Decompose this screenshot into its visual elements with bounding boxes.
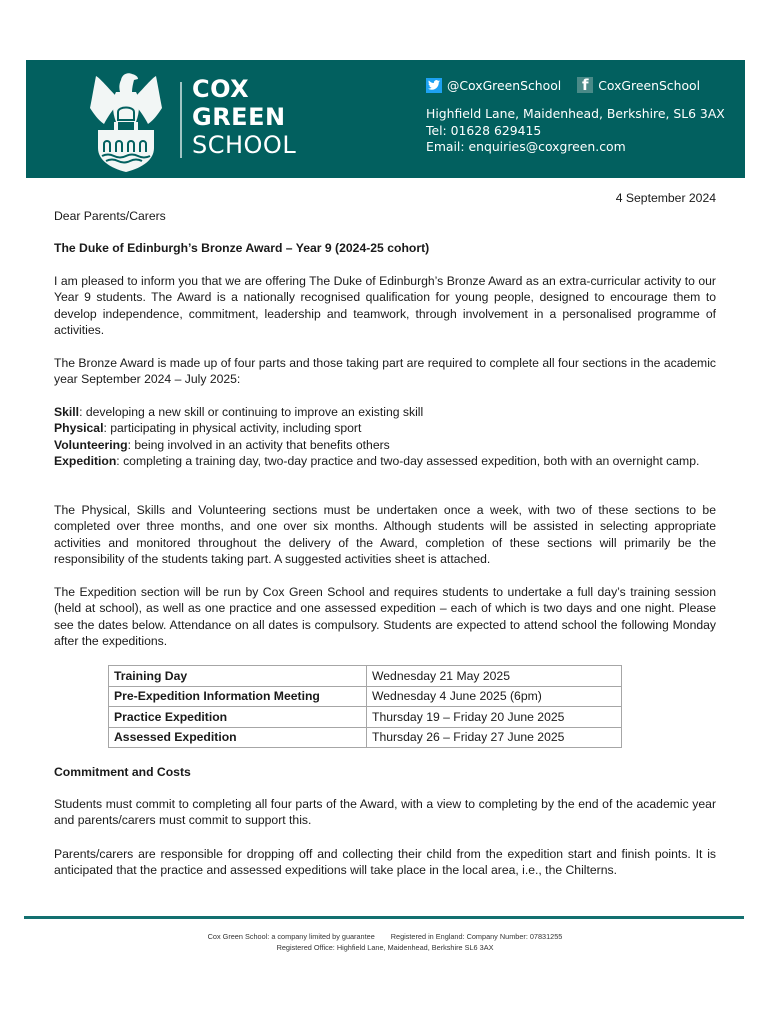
section-item-skill <box>54 404 716 420</box>
school-telephone: Tel: 01628 629415 <box>426 122 542 138</box>
footer <box>0 931 770 953</box>
event-date: Thursday 19 – Friday 20 June 2025 <box>367 707 622 728</box>
award-sections-list <box>54 404 716 469</box>
logo-line-school: SCHOOL <box>192 131 297 159</box>
letter-date: 4 September 2024 <box>615 191 716 205</box>
section-name: Physical <box>54 421 104 436</box>
commitment-heading: Commitment and Costs <box>54 765 191 779</box>
facebook-link[interactable] <box>577 77 700 93</box>
table-row <box>109 727 622 748</box>
event-name: Assessed Expedition <box>109 727 367 748</box>
footer-company: Cox Green School: a company limited by guarantee <box>207 932 375 941</box>
footer-line-1 <box>0 931 770 942</box>
twitter-handle: @CoxGreenSchool <box>447 77 562 93</box>
salutation: Dear Parents/Carers <box>54 209 166 223</box>
footer-divider <box>24 916 744 919</box>
parts-intro-paragraph: The Bronze Award is made up of four parts and those taking part are required to complete all four sections in the academic year September 2024 – July 2025: <box>54 356 716 387</box>
section-name: Volunteering <box>54 437 128 452</box>
intro-paragraph: I am pleased to inform you that we are offering The Duke of Edinburgh’s Bronze Award as an extra-curricular activity to our Year 9 students. The Award is a nationally recognised qualification for young people, designed to encourage them to develop independence, commitment, leadership and teamwork, through involvement in a personalised programme of activities. <box>54 274 716 337</box>
transport-paragraph: Parents/carers are responsible for dropping off and collecting their child from the expedition start and finish points. It is anticipated that the practice and assessed expeditions will take place in the local area, i.e., the Chilterns. <box>54 847 716 878</box>
section-desc: : completing a training day, two-day practice and two-day assessed expedition, both with an overnight camp. <box>116 453 700 468</box>
logo-divider <box>180 82 182 158</box>
letterhead-banner <box>26 60 745 178</box>
footer-registration: Registered in England: Company Number: 07831255 <box>390 932 563 941</box>
expedition-dates-table <box>108 665 622 748</box>
table-row <box>109 707 622 728</box>
letter-title: The Duke of Edinburgh’s Bronze Award – Year 9 (2024-25 cohort) <box>54 241 430 255</box>
section-item-expedition <box>54 453 716 469</box>
section-item-physical <box>54 420 716 436</box>
logo-line-cox: COX <box>192 75 250 103</box>
facebook-name: CoxGreenSchool <box>598 77 701 93</box>
section-desc: : being involved in an activity that benefits others <box>127 437 390 452</box>
event-name: Practice Expedition <box>109 707 367 728</box>
school-address-block <box>426 106 725 156</box>
physical-skills-paragraph: The Physical, Skills and Volunteering sections must be undertaken once a week, with two of these sections to be completed over three months, and one over six months. Although students will be assisted in selecting appropriate activities and monitored throughout the delivery of the Award, completion of these sections will primarily be the responsibility of the students taking part. A suggested activities sheet is attached. <box>54 503 716 566</box>
eagle-crest-icon <box>88 68 164 172</box>
event-name: Pre-Expedition Information Meeting <box>109 686 367 707</box>
twitter-icon <box>426 78 442 93</box>
facebook-icon: f <box>577 77 593 93</box>
section-name: Expedition <box>54 453 117 468</box>
section-desc: : developing a new skill or continuing to improve an existing skill <box>79 405 424 419</box>
commitment-paragraph: Students must commit to completing all four parts of the Award, with a view to completing by the end of the academic year and parents/carers must commit to support this. <box>54 797 716 828</box>
twitter-link[interactable] <box>426 78 561 93</box>
event-date: Wednesday 4 June 2025 (6pm) <box>367 686 622 707</box>
footer-office: Registered Office: Highfield Lane, Maidenhead, Berkshire SL6 3AX <box>276 943 494 952</box>
expedition-paragraph: The Expedition section will be run by Cox Green School and requires students to undertake a full day’s training session (held at school), as well as one practice and one assessed expedition – each of which is two days and one night. Please see the dates below. Attendance on all dates is compulsory. Students are expected to attend school the following Monday after the expeditions. <box>54 585 716 648</box>
event-date: Thursday 26 – Friday 27 June 2025 <box>367 727 622 748</box>
event-name: Training Day <box>109 666 367 687</box>
school-logo-text <box>192 75 296 159</box>
section-name: Skill <box>54 405 80 419</box>
event-date: Wednesday 21 May 2025 <box>367 666 622 687</box>
school-address: Highfield Lane, Maidenhead, Berkshire, SL6 3AX <box>426 106 725 121</box>
table-row <box>109 686 622 707</box>
section-desc: : participating in physical activity, including sport <box>103 421 362 436</box>
school-email[interactable]: Email: enquiries@coxgreen.com <box>426 139 626 154</box>
social-links <box>426 74 725 96</box>
section-item-volunteering <box>54 437 716 453</box>
logo-line-green: GREEN <box>192 103 286 131</box>
contact-block <box>426 74 725 156</box>
table-row <box>109 666 622 687</box>
